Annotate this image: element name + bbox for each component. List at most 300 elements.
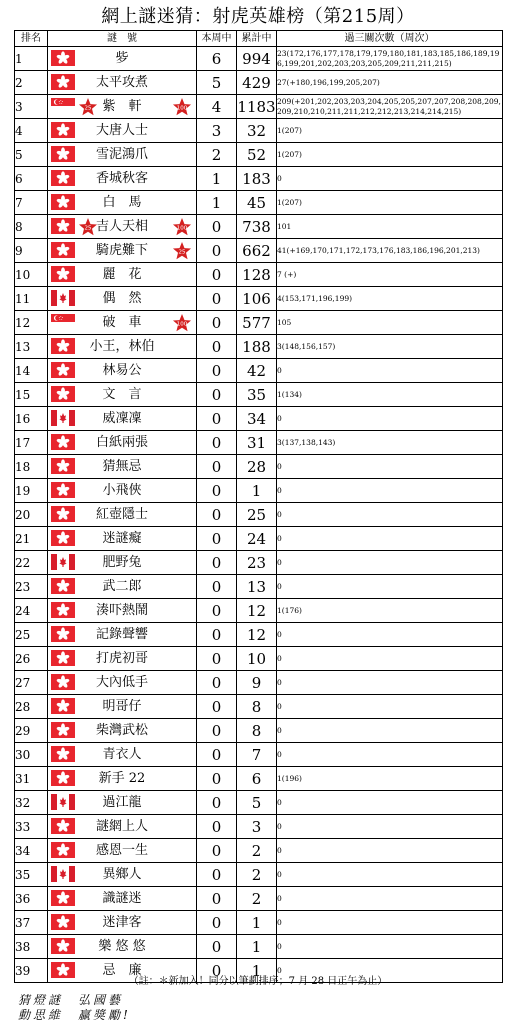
rank-cell: 8: [15, 215, 48, 239]
history-cell: 1(207): [277, 119, 503, 143]
table-row: [15, 335, 503, 359]
rank-cell: 11: [15, 287, 48, 311]
player-name: 雪泥鴻爪: [95, 146, 148, 162]
hong-kong-flag-icon: [51, 362, 75, 382]
total-count-cell: 12: [237, 599, 277, 623]
name-cell: [48, 143, 197, 167]
star-badge-left: [78, 97, 98, 117]
player-name: 騎虎難下: [95, 242, 148, 258]
week-count-cell: 0: [197, 527, 237, 551]
canada-flag-icon: [51, 410, 75, 430]
player-name: 文 言: [102, 386, 142, 402]
total-count-cell: 8: [237, 719, 277, 743]
hong-kong-flag-icon: [51, 434, 75, 454]
hong-kong-flag-icon: [51, 650, 75, 670]
total-count-cell: 32: [237, 119, 277, 143]
total-count-cell: 5: [237, 791, 277, 815]
table-row: [15, 71, 503, 95]
rank-cell: 10: [15, 263, 48, 287]
table-row: [15, 647, 503, 671]
week-count-cell: 0: [197, 791, 237, 815]
rank-cell: 15: [15, 383, 48, 407]
history-cell: 0: [277, 527, 503, 551]
name-cell: [48, 935, 197, 959]
hong-kong-flag-icon: [51, 506, 75, 526]
slogan-line-1: 猜燈謎 弘國藝: [18, 993, 124, 1007]
total-count-cell: 1: [237, 911, 277, 935]
rank-cell: 23: [15, 575, 48, 599]
history-cell: 0: [277, 407, 503, 431]
name-cell: [48, 815, 197, 839]
hong-kong-flag-icon: [51, 578, 75, 598]
name-cell: [48, 911, 197, 935]
history-cell: 0: [277, 575, 503, 599]
name-cell: [48, 47, 197, 71]
table-row: [15, 95, 503, 119]
table-row: [15, 479, 503, 503]
history-cell: 0: [277, 671, 503, 695]
name-cell: [48, 311, 197, 335]
week-count-cell: 1: [197, 191, 237, 215]
rank-cell: 12: [15, 311, 48, 335]
rank-cell: 35: [15, 863, 48, 887]
history-cell: 0: [277, 359, 503, 383]
total-count-cell: 34: [237, 407, 277, 431]
player-name: 麗 花: [102, 266, 142, 282]
name-cell: [48, 383, 197, 407]
rank-cell: 36: [15, 887, 48, 911]
hong-kong-flag-icon: [51, 338, 75, 358]
history-cell: 0: [277, 647, 503, 671]
name-cell: [48, 791, 197, 815]
player-name: 迷謎癡: [102, 530, 142, 546]
hong-kong-flag-icon: [51, 170, 75, 190]
player-name: 小王，林伯: [89, 338, 155, 354]
hong-kong-flag-icon: [51, 698, 75, 718]
week-count-cell: 0: [197, 383, 237, 407]
leaderboard-rows: [15, 47, 503, 983]
hong-kong-flag-icon: [51, 674, 75, 694]
total-count-cell: 24: [237, 527, 277, 551]
player-name: 明哥仔: [102, 698, 142, 714]
rank-cell: 29: [15, 719, 48, 743]
total-count-cell: 106: [237, 287, 277, 311]
week-count-cell: 0: [197, 599, 237, 623]
player-name: 香城秋客: [95, 170, 148, 186]
history-cell: 0: [277, 455, 503, 479]
total-count-cell: 2: [237, 839, 277, 863]
table-row: [15, 119, 503, 143]
player-name: 異鄉人: [102, 866, 142, 882]
week-count-cell: 0: [197, 911, 237, 935]
total-count-cell: 23: [237, 551, 277, 575]
week-count-cell: 0: [197, 695, 237, 719]
table-row: [15, 815, 503, 839]
total-count-cell: 128: [237, 263, 277, 287]
rank-cell: 19: [15, 479, 48, 503]
history-cell: 0: [277, 551, 503, 575]
week-count-cell: 0: [197, 935, 237, 959]
star-label: 25: [178, 249, 186, 256]
total-count-cell: 994: [237, 47, 277, 71]
name-cell: [48, 551, 197, 575]
star-label: 100: [176, 105, 188, 112]
rank-cell: 26: [15, 647, 48, 671]
name-cell: [48, 671, 197, 695]
player-name: 白紙兩張: [95, 434, 148, 450]
name-cell: [48, 239, 197, 263]
week-count-cell: 2: [197, 143, 237, 167]
week-count-cell: 0: [197, 743, 237, 767]
table-row: [15, 431, 503, 455]
player-name: 威凜凜: [102, 410, 142, 426]
header-row: [15, 31, 503, 47]
rank-cell: 17: [15, 431, 48, 455]
rank-cell: 37: [15, 911, 48, 935]
week-count-cell: 0: [197, 215, 237, 239]
rank-cell: 7: [15, 191, 48, 215]
history-cell: 0: [277, 719, 503, 743]
week-count-cell: 5: [197, 71, 237, 95]
rank-cell: 6: [15, 167, 48, 191]
total-count-cell: 2: [237, 887, 277, 911]
hong-kong-flag-icon: [51, 602, 75, 622]
rank-cell: 25: [15, 623, 48, 647]
name-cell: [48, 431, 197, 455]
slogan-line-2: 動思維 贏獎勵!: [18, 1008, 131, 1022]
week-count-cell: 0: [197, 455, 237, 479]
rank-cell: 24: [15, 599, 48, 623]
week-count-cell: 0: [197, 815, 237, 839]
history-cell: 41(+169,170,171,172,173,176,183,186,196,201,213): [277, 239, 503, 263]
player-name: 紅壺隱士: [95, 506, 148, 522]
week-count-cell: 0: [197, 263, 237, 287]
week-count-cell: 0: [197, 311, 237, 335]
week-count-cell: 0: [197, 839, 237, 863]
name-cell: [48, 623, 197, 647]
rank-cell: 39: [15, 959, 48, 983]
table-row: [15, 623, 503, 647]
name-cell: [48, 719, 197, 743]
table-row: [15, 695, 503, 719]
table-row: [15, 767, 503, 791]
table-row: [15, 215, 503, 239]
name-cell: [48, 215, 197, 239]
header-history: 過三關次數（周次）: [277, 31, 503, 47]
player-name: 破 車: [102, 314, 142, 330]
total-count-cell: 6: [237, 767, 277, 791]
canada-flag-icon: [51, 554, 75, 574]
name-cell: [48, 455, 197, 479]
history-cell: 0: [277, 815, 503, 839]
table-row: [15, 311, 503, 335]
player-name: 肥野兔: [102, 554, 142, 570]
player-name: 大唐人士: [95, 122, 148, 138]
table-row: [15, 239, 503, 263]
total-count-cell: 42: [237, 359, 277, 383]
table-row: [15, 191, 503, 215]
rank-cell: 38: [15, 935, 48, 959]
hong-kong-flag-icon: [51, 266, 75, 286]
history-cell: 0: [277, 911, 503, 935]
total-count-cell: 45: [237, 191, 277, 215]
player-name: 謎網上人: [95, 818, 148, 834]
hong-kong-flag-icon: [51, 74, 75, 94]
week-count-cell: 0: [197, 623, 237, 647]
history-cell: 105: [277, 311, 503, 335]
table-row: [15, 503, 503, 527]
table-row: [15, 671, 503, 695]
header-name: 謎 號: [48, 31, 197, 47]
total-count-cell: 8: [237, 695, 277, 719]
name-cell: [48, 695, 197, 719]
table-row: [15, 743, 503, 767]
total-count-cell: 7: [237, 743, 277, 767]
total-count-cell: 52: [237, 143, 277, 167]
name-cell: [48, 647, 197, 671]
name-cell: [48, 167, 197, 191]
total-count-cell: 1183: [237, 95, 277, 119]
rank-cell: 4: [15, 119, 48, 143]
name-cell: [48, 191, 197, 215]
table-row: [15, 575, 503, 599]
week-count-cell: 0: [197, 647, 237, 671]
player-name: 紫 軒: [102, 98, 142, 114]
total-count-cell: 738: [237, 215, 277, 239]
hong-kong-flag-icon: [51, 50, 75, 70]
hong-kong-flag-icon: [51, 482, 75, 502]
rank-cell: 22: [15, 551, 48, 575]
canada-flag-icon: [51, 866, 75, 886]
footnote: （註：＊新加入！同分以筆劃排序；7 月 28 日正午為止）: [128, 976, 388, 987]
total-count-cell: 12: [237, 623, 277, 647]
week-count-cell: 0: [197, 719, 237, 743]
header-rank: 排名: [15, 31, 48, 47]
name-cell: [48, 503, 197, 527]
week-count-cell: 0: [197, 479, 237, 503]
player-name: 樂 悠 悠: [98, 938, 146, 954]
history-cell: 0: [277, 167, 503, 191]
history-cell: 4(153,171,196,199): [277, 287, 503, 311]
rank-cell: 32: [15, 791, 48, 815]
table-row: [15, 287, 503, 311]
total-count-cell: 1: [237, 959, 277, 983]
rank-cell: 27: [15, 671, 48, 695]
table-row: [15, 887, 503, 911]
star-label: 100: [176, 321, 188, 328]
total-count-cell: 9: [237, 671, 277, 695]
player-name: 偶 然: [102, 290, 142, 306]
header-total: 累計中: [237, 31, 277, 47]
week-count-cell: 0: [197, 575, 237, 599]
name-cell: [48, 479, 197, 503]
rank-cell: 13: [15, 335, 48, 359]
total-count-cell: 28: [237, 455, 277, 479]
player-name: 大內低手: [95, 674, 148, 690]
player-name: 林易公: [102, 362, 142, 378]
player-name: 新手 22: [98, 770, 146, 786]
hong-kong-flag-icon: [51, 458, 75, 478]
table-row: [15, 263, 503, 287]
history-cell: 7 (+): [277, 263, 503, 287]
week-count-cell: 4: [197, 95, 237, 119]
hong-kong-flag-icon: [51, 626, 75, 646]
hong-kong-flag-icon: [51, 194, 75, 214]
history-cell: 0: [277, 743, 503, 767]
canada-flag-icon: [51, 794, 75, 814]
table-row: [15, 47, 503, 71]
player-name: 猜無忌: [102, 458, 142, 474]
rank-cell: 21: [15, 527, 48, 551]
history-cell: 0: [277, 479, 503, 503]
singapore-flag-icon: [51, 314, 75, 334]
name-cell: [48, 575, 197, 599]
history-cell: 0: [277, 791, 503, 815]
week-count-cell: 0: [197, 407, 237, 431]
history-cell: 23(172,176,177,178,179,179,180,181,183,185,186,189,196,199,201,202,203,203,205,209,211,211,215): [277, 47, 503, 71]
history-cell: 0: [277, 695, 503, 719]
page-title: 網上謎迷猜：射虎英雄榜（第215周）: [101, 6, 415, 27]
hong-kong-flag-icon: [51, 122, 75, 142]
rank-cell: 20: [15, 503, 48, 527]
name-cell: [48, 335, 197, 359]
name-cell: [48, 263, 197, 287]
week-count-cell: 3: [197, 119, 237, 143]
table-row: [15, 455, 503, 479]
name-cell: [48, 863, 197, 887]
name-cell: [48, 359, 197, 383]
history-cell: 0: [277, 839, 503, 863]
hong-kong-flag-icon: [51, 530, 75, 550]
week-count-cell: 0: [197, 239, 237, 263]
rank-cell: 28: [15, 695, 48, 719]
total-count-cell: 31: [237, 431, 277, 455]
rank-cell: 34: [15, 839, 48, 863]
table-row: [15, 791, 503, 815]
star-label: 25: [84, 225, 92, 232]
rank-cell: 3: [15, 95, 48, 119]
week-count-cell: 6: [197, 47, 237, 71]
hong-kong-flag-icon: [51, 146, 75, 166]
player-name: 太平攻煮: [95, 74, 148, 90]
table-row: [15, 839, 503, 863]
history-cell: 27(+180,196,199,205,207): [277, 71, 503, 95]
player-name: 白 馬: [102, 194, 142, 210]
rank-cell: 5: [15, 143, 48, 167]
hong-kong-flag-icon: [51, 938, 75, 958]
name-cell: [48, 743, 197, 767]
history-cell: 0: [277, 887, 503, 911]
hong-kong-flag-icon: [51, 890, 75, 910]
hong-kong-flag-icon: [51, 818, 75, 838]
total-count-cell: 188: [237, 335, 277, 359]
history-cell: 209(+201,202,203,203,204,205,205,207,207,208,208,209,209,210,210,211,211,212,212,213,214,214,215): [277, 95, 503, 119]
history-cell: 3(137,138,143): [277, 431, 503, 455]
total-count-cell: 1: [237, 479, 277, 503]
player-name: 迷津客: [102, 914, 142, 930]
week-count-cell: 0: [197, 767, 237, 791]
week-count-cell: 1: [197, 167, 237, 191]
history-cell: 0: [277, 863, 503, 887]
player-name: 記錄聲響: [95, 626, 148, 642]
name-cell: [48, 599, 197, 623]
rank-cell: 16: [15, 407, 48, 431]
rank-cell: 2: [15, 71, 48, 95]
rank-cell: 18: [15, 455, 48, 479]
hong-kong-flag-icon: [51, 914, 75, 934]
player-name: 吉人天相: [95, 218, 148, 234]
name-cell: [48, 407, 197, 431]
rank-cell: 30: [15, 743, 48, 767]
star-label: 100: [176, 225, 188, 232]
history-cell: 0: [277, 623, 503, 647]
week-count-cell: 0: [197, 887, 237, 911]
hong-kong-flag-icon: [51, 770, 75, 790]
total-count-cell: 35: [237, 383, 277, 407]
player-name: 忌 廉: [102, 962, 142, 978]
hong-kong-flag-icon: [51, 218, 75, 238]
total-count-cell: 577: [237, 311, 277, 335]
table-row: [15, 719, 503, 743]
history-cell: 0: [277, 503, 503, 527]
rank-cell: 31: [15, 767, 48, 791]
rank-cell: 33: [15, 815, 48, 839]
star-badge-right: [172, 313, 192, 333]
history-cell: 1(207): [277, 191, 503, 215]
rank-cell: 1: [15, 47, 48, 71]
table-row: [15, 527, 503, 551]
star-badge-right: [172, 241, 192, 261]
table-row: [15, 599, 503, 623]
history-cell: 1(207): [277, 143, 503, 167]
week-count-cell: 0: [197, 287, 237, 311]
name-cell: [48, 527, 197, 551]
total-count-cell: 1: [237, 935, 277, 959]
history-cell: 1(176): [277, 599, 503, 623]
total-count-cell: 429: [237, 71, 277, 95]
player-name: 過江龍: [102, 794, 142, 810]
total-count-cell: 3: [237, 815, 277, 839]
total-count-cell: 2: [237, 863, 277, 887]
rank-cell: 9: [15, 239, 48, 263]
table-row: [15, 911, 503, 935]
name-cell: [48, 839, 197, 863]
name-cell: [48, 95, 197, 119]
week-count-cell: 0: [197, 335, 237, 359]
player-name: 感恩一生: [95, 842, 148, 858]
week-count-cell: 0: [197, 551, 237, 575]
canada-flag-icon: [51, 290, 75, 310]
history-cell: 1(134): [277, 383, 503, 407]
total-count-cell: 25: [237, 503, 277, 527]
player-name: 㱔: [115, 50, 129, 66]
history-cell: 1(196): [277, 767, 503, 791]
star-badge-left: [78, 217, 98, 237]
week-count-cell: 0: [197, 959, 237, 983]
name-cell: [48, 71, 197, 95]
table-row: [15, 863, 503, 887]
player-name: 識謎迷: [102, 890, 142, 906]
table-row: [15, 551, 503, 575]
table-row: [15, 935, 503, 959]
total-count-cell: 183: [237, 167, 277, 191]
week-count-cell: 0: [197, 431, 237, 455]
player-name: 小飛俠: [102, 482, 142, 498]
week-count-cell: 0: [197, 863, 237, 887]
rank-cell: 14: [15, 359, 48, 383]
history-cell: 3(148,156,157): [277, 335, 503, 359]
name-cell: [48, 119, 197, 143]
